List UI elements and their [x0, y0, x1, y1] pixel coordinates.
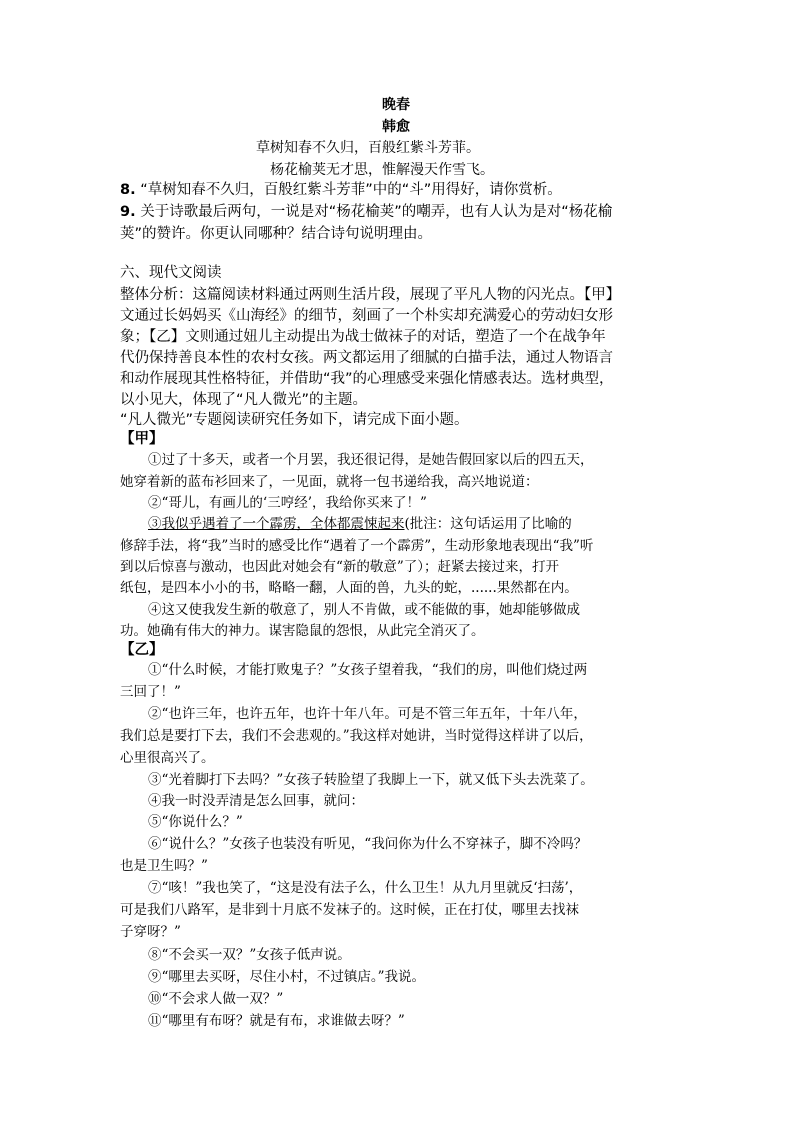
question-9-continued: 荚”的赞许。你更认同哪种？结合诗句说明理由。 [120, 226, 433, 242]
passage-line: 修辞手法，将“我”当时的感受比作“遇着了一个霹雳”，生动形象地表现出“我”听 [120, 538, 594, 554]
passage-line: 可是我们八路军，是非到十月底不发袜子的。这时候，正在打仗，哪里去找袜 [120, 902, 579, 918]
passage-line: ③“光着脚打下去吗？”女孩子转脸望了我脚上一下，就又低下头去洗菜了。 [148, 772, 594, 788]
question-text: 关于诗歌最后两句，一说是对“杨花榆荚”的嘲弄，也有人认为是对“杨花榆 [140, 204, 613, 220]
analysis-line: 和动作展现其性格特征，并借助“我”的心理感受来强化情感表达。选材典型， [120, 371, 614, 387]
analysis-line: 以小见大，体现了“凡人微光”的主题。 [120, 392, 368, 408]
passage-line: ④我一时没弄清是怎么回事，就问： [148, 793, 364, 809]
passage-line: ①“什么时候，才能打败鬼子？”女孩子望着我，“我们的房，叫他们烧过两 [148, 662, 588, 678]
passage-line: ②“也许三年，也许五年，也许十年八年。可是不管三年五年，十年八年， [148, 706, 587, 722]
passage-line: 我们总是要打下去，我们不会悲观的。”我这样对她讲，当时觉得这样讲了以后， [120, 728, 593, 744]
underlined-sentence: ③我似乎遇着了一个霹雳，全体都震悚起来 [148, 516, 405, 532]
passage-line: ④这又使我发生新的敬意了，别人不肯做，或不能做的事，她却能够做成 [148, 602, 580, 618]
analysis-line: 文通过长妈妈买《山海经》的细节，刻画了一个朴实却充满爱心的劳动妇女形 [120, 308, 613, 324]
question-text: “草树知春不久归，百般红紫斗芳菲”中的“斗”用得好，请你赏析。 [140, 182, 562, 198]
section-heading: 六、现代文阅读 [120, 265, 222, 281]
passage-line: ⑦“咳！”我也笑了，“这是没有法子么，什么卫生！从九月里就反‘扫荡’， [148, 880, 583, 896]
passage-line: ⑪“哪里有布呀？就是有布，求谁做去呀？” [148, 1013, 405, 1029]
passage-label-yi: 【乙】 [120, 642, 164, 658]
poem-line: 草树知春不久归，百般红紫斗芳菲。 [256, 140, 480, 156]
question-number: 9. [120, 204, 136, 220]
poem-title: 晚春 [382, 97, 410, 113]
passage-label-jia: 【甲】 [120, 431, 164, 447]
passage-line: ⑧“不会买一双？”女孩子低声说。 [148, 947, 351, 963]
question-9 [120, 205, 612, 220]
passage-line: ①过了十多天，或者一个月罢，我还很记得，是她告假回家以后的四五天， [148, 452, 594, 468]
passage-line: 心里很高兴了。 [120, 750, 215, 766]
passage-line: ⑨“哪里去买呀，尽住小村，不过镇店。”我说。 [148, 969, 426, 985]
task-instruction: “凡人微光”专题阅读研究任务如下，请完成下面小题。 [120, 412, 469, 428]
passage-line: 也是卫生吗？” [120, 858, 208, 874]
passage-line: ⑤“你说什么？” [148, 814, 243, 830]
passage-line [148, 518, 572, 532]
passage-line: 纸包，是四本小小的书，略略一翻，人面的兽，九头的蛇，......果然都在内。 [120, 580, 578, 596]
analysis-line: 象；【乙】文则通过妞儿主动提出为战士做袜子的对话，塑造了一个在战争年 [120, 329, 606, 345]
analysis-line: 代仍保持善良本性的农村女孩。两文都运用了细腻的白描手法，通过人物语言 [120, 350, 613, 366]
passage-line: ⑩“不会求人做一双？” [148, 991, 284, 1007]
passage-line: ②“哥儿，有画儿的‘三哼经’，我给你买来了！” [148, 495, 427, 511]
question-number: 8. [120, 182, 136, 198]
poem-author: 韩愈 [382, 119, 410, 135]
annotation-text: (批注：这句话运用了比喻的 [404, 516, 572, 532]
passage-line: 功。她确有伟大的神力。谋害隐鼠的怨恨，从此完全消灭了。 [120, 623, 485, 639]
question-8 [120, 183, 562, 198]
passage-line: 三回了！” [120, 684, 181, 700]
passage-line: 到以后惊喜与激动，也因此对她会有“新的敬意”了）；赶紧去接过来，打开 [120, 559, 560, 575]
poem-line: 杨花榆荚无才思，惟解漫天作雪飞。 [270, 162, 494, 178]
passage-line: ⑥“说什么？”女孩子也装没有听见，“我问你为什么不穿袜子，脚不冷吗？ [148, 836, 588, 852]
passage-line: 她穿着新的蓝布衫回来了，一见面，就将一包书递给我，高兴地说道： [120, 474, 539, 490]
passage-line: 子穿呀？” [120, 924, 181, 940]
analysis-line: 整体分析：这篇阅读材料通过两则生活片段，展现了平凡人物的闪光点。【甲】 [120, 287, 621, 303]
